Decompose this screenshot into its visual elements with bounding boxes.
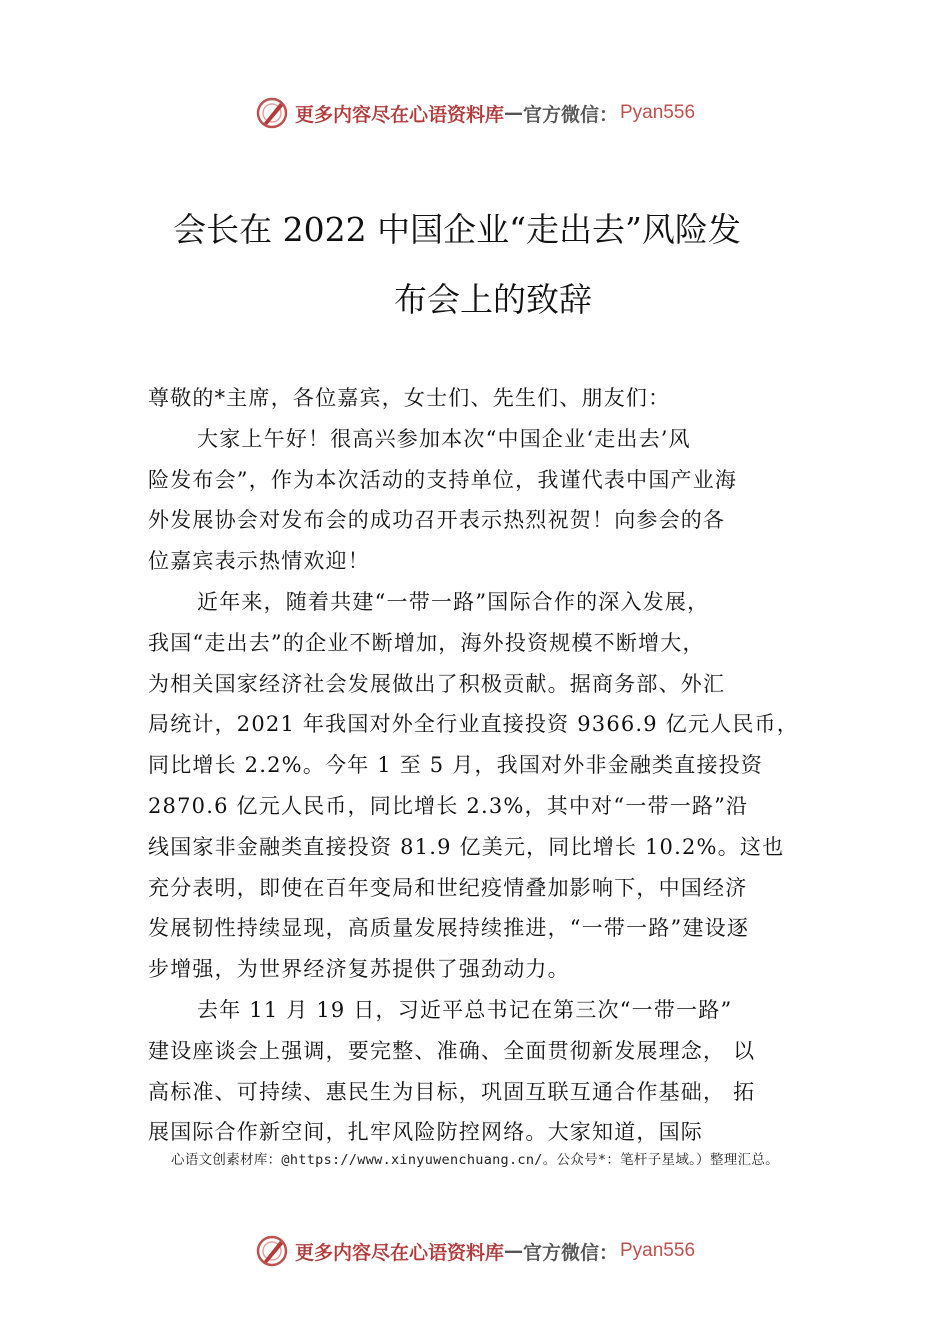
header-watermark-banner (0, 96, 950, 130)
body-text-line: 线国家非金融类直接投资 81.9 亿美元，同比增长 10.2%。这也 (148, 834, 785, 859)
body-text-line: 为相关国家经济社会发展做出了积极贡献。据商务部、外汇 (148, 671, 726, 696)
body-text-line: 大家上午好！很高兴参加本次“中国企业‘走出去’风 (197, 426, 691, 451)
body-text-line: 局统计，2021 年我国对外全行业直接投资 9366.9 亿元人民币， (148, 712, 799, 737)
banner-main-text: 更多内容尽在心语资料库 (294, 103, 504, 126)
body-text-line: 险发布会”，作为本次活动的支持单位，我谨代表中国产业海 (148, 467, 738, 492)
banner-dash: — (503, 1240, 523, 1262)
banner-wechat-label: 官方微信： (522, 1241, 618, 1264)
banner-wechat-id: Pyan556 (620, 102, 696, 123)
body-text-line: 2870.6 亿元人民币，同比增长 2.3%，其中对“一带一路”沿 (148, 793, 749, 818)
footer-watermark-banner (0, 1234, 950, 1268)
body-text-line: 位嘉宾表示热情欢迎！ (148, 549, 370, 574)
pen-logo-icon (255, 96, 289, 130)
body-text-line: 发展韧性持续显现，高质量发展持续推进，“一带一路”建设逐 (148, 916, 750, 941)
body-text-line: 步增强，为世界经济复苏提供了强劲动力。 (148, 957, 570, 982)
body-text-line: 我国“走出去”的企业不断增加，海外投资规模不断增大， (148, 630, 705, 655)
body-text-line: 展国际合作新空间，扎牢风险防控网络。大家知道，国际 (148, 1120, 703, 1145)
banner-wechat-label: 官方微信： (522, 103, 618, 126)
document-title-line-2: 布会上的致辞 (394, 280, 592, 319)
body-text-line: 尊敬的*主席，各位嘉宾，女士们、先生们、朋友们： (148, 386, 671, 410)
body-text-line: 高标准、可持续、惠民生为目标，巩固互联互通合作基础， 拓 (148, 1079, 756, 1104)
body-text-line: 近年来，随着共建“一带一路”国际合作的深入发展， (197, 589, 710, 614)
body-text-line: 充分表明，即使在百年变局和世纪疫情叠加影响下，中国经济 (148, 875, 748, 900)
body-text-line: 同比增长 2.2%。今年 1 至 5 月，我国对外非金融类直接投资 (148, 753, 764, 778)
source-footnote: 心语文创素材库：@https://www.xinyuwenchuang.cn/。公众号*：笔杆子星域。）整理汇总。 (171, 1152, 779, 1168)
body-text-line: 建设座谈会上强调，要完整、准确、全面贯彻新发展理念， 以 (148, 1038, 756, 1063)
document-body (148, 378, 848, 1153)
body-text-line: 外发展协会对发布会的成功召开表示热烈祝贺！向参会的各 (148, 508, 726, 533)
banner-dash: — (503, 102, 523, 124)
document-title-line-1: 会长在 2022 中国企业“走出去”风险发 (173, 210, 741, 249)
banner-main-text: 更多内容尽在心语资料库 (294, 1241, 504, 1264)
banner-wechat-id: Pyan556 (620, 1240, 696, 1261)
body-text-line: 去年 11 月 19 日，习近平总书记在第三次“一带一路” (197, 997, 733, 1022)
pen-logo-icon (255, 1234, 289, 1268)
